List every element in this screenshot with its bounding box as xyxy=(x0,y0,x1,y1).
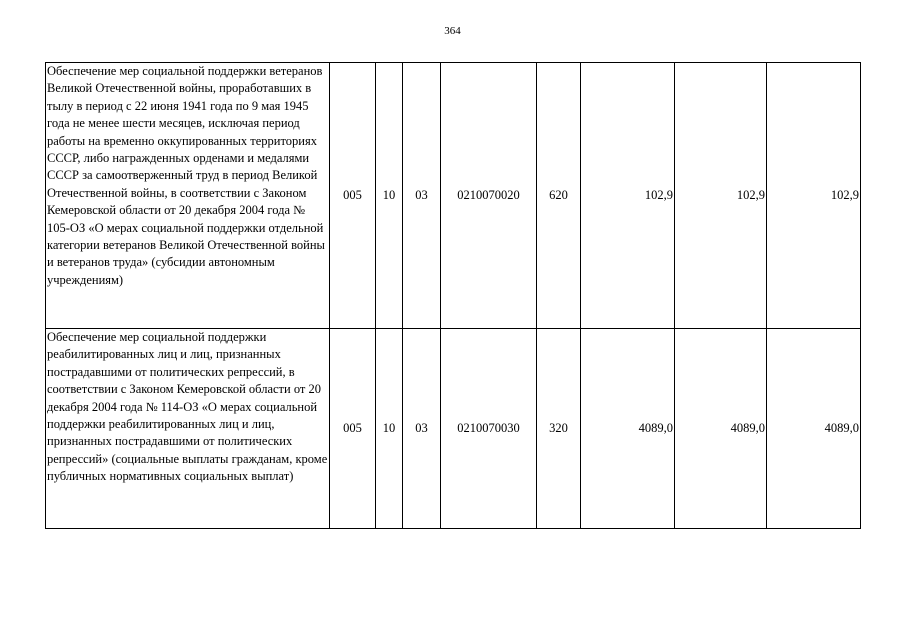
table-row xyxy=(46,329,861,529)
page-number: 364 xyxy=(444,25,461,37)
table-row xyxy=(46,63,861,329)
amount-year-2: 4089,0 xyxy=(675,329,767,529)
row-description: Обеспечение мер социальной поддержки реабилитированных лиц и лиц, признанных пострадавшими от политических репрессий, в соответствии с Законом Кемеровской области от 20 декабря 2004 года № 114-ОЗ «О мерах социальной поддержки реабилитированных лиц и лиц, признанных пострадавшими от политических репрессий» (социальные выплаты гражданам, кроме публичных нормативных социальных выплат) xyxy=(46,329,330,529)
ministry-code: 005 xyxy=(330,63,376,329)
amount-year-3: 4089,0 xyxy=(767,329,861,529)
amount-year-1: 4089,0 xyxy=(581,329,675,529)
section-code: 10 xyxy=(376,329,403,529)
subsection-code: 03 xyxy=(403,329,441,529)
budget-table xyxy=(45,62,861,529)
target-article-code: 0210070030 xyxy=(441,329,537,529)
row-description: Обеспечение мер социальной поддержки ветеранов Великой Отечественной войны, проработавших в тылу в период с 22 июня 1941 года по 9 мая 1945 года не менее шести месяцев, исключая период работы на временно оккупированных территориях СССР, либо награжденных орденами и медалями СССР за самоотверженный труд в период Великой Отечественной войны, в соответствии с Законом Кемеровской области от 20 декабря 2004 года № 105-ОЗ «О мерах социальной поддержки отдельной категории ветеранов Великой Отечественной войны и ветеранов труда» (субсидии автономным учреждениям) xyxy=(46,63,330,329)
expense-type-code: 320 xyxy=(537,329,581,529)
amount-year-2: 102,9 xyxy=(675,63,767,329)
section-code: 10 xyxy=(376,63,403,329)
ministry-code: 005 xyxy=(330,329,376,529)
expense-type-code: 620 xyxy=(537,63,581,329)
amount-year-3: 102,9 xyxy=(767,63,861,329)
subsection-code: 03 xyxy=(403,63,441,329)
amount-year-1: 102,9 xyxy=(581,63,675,329)
target-article-code: 0210070020 xyxy=(441,63,537,329)
